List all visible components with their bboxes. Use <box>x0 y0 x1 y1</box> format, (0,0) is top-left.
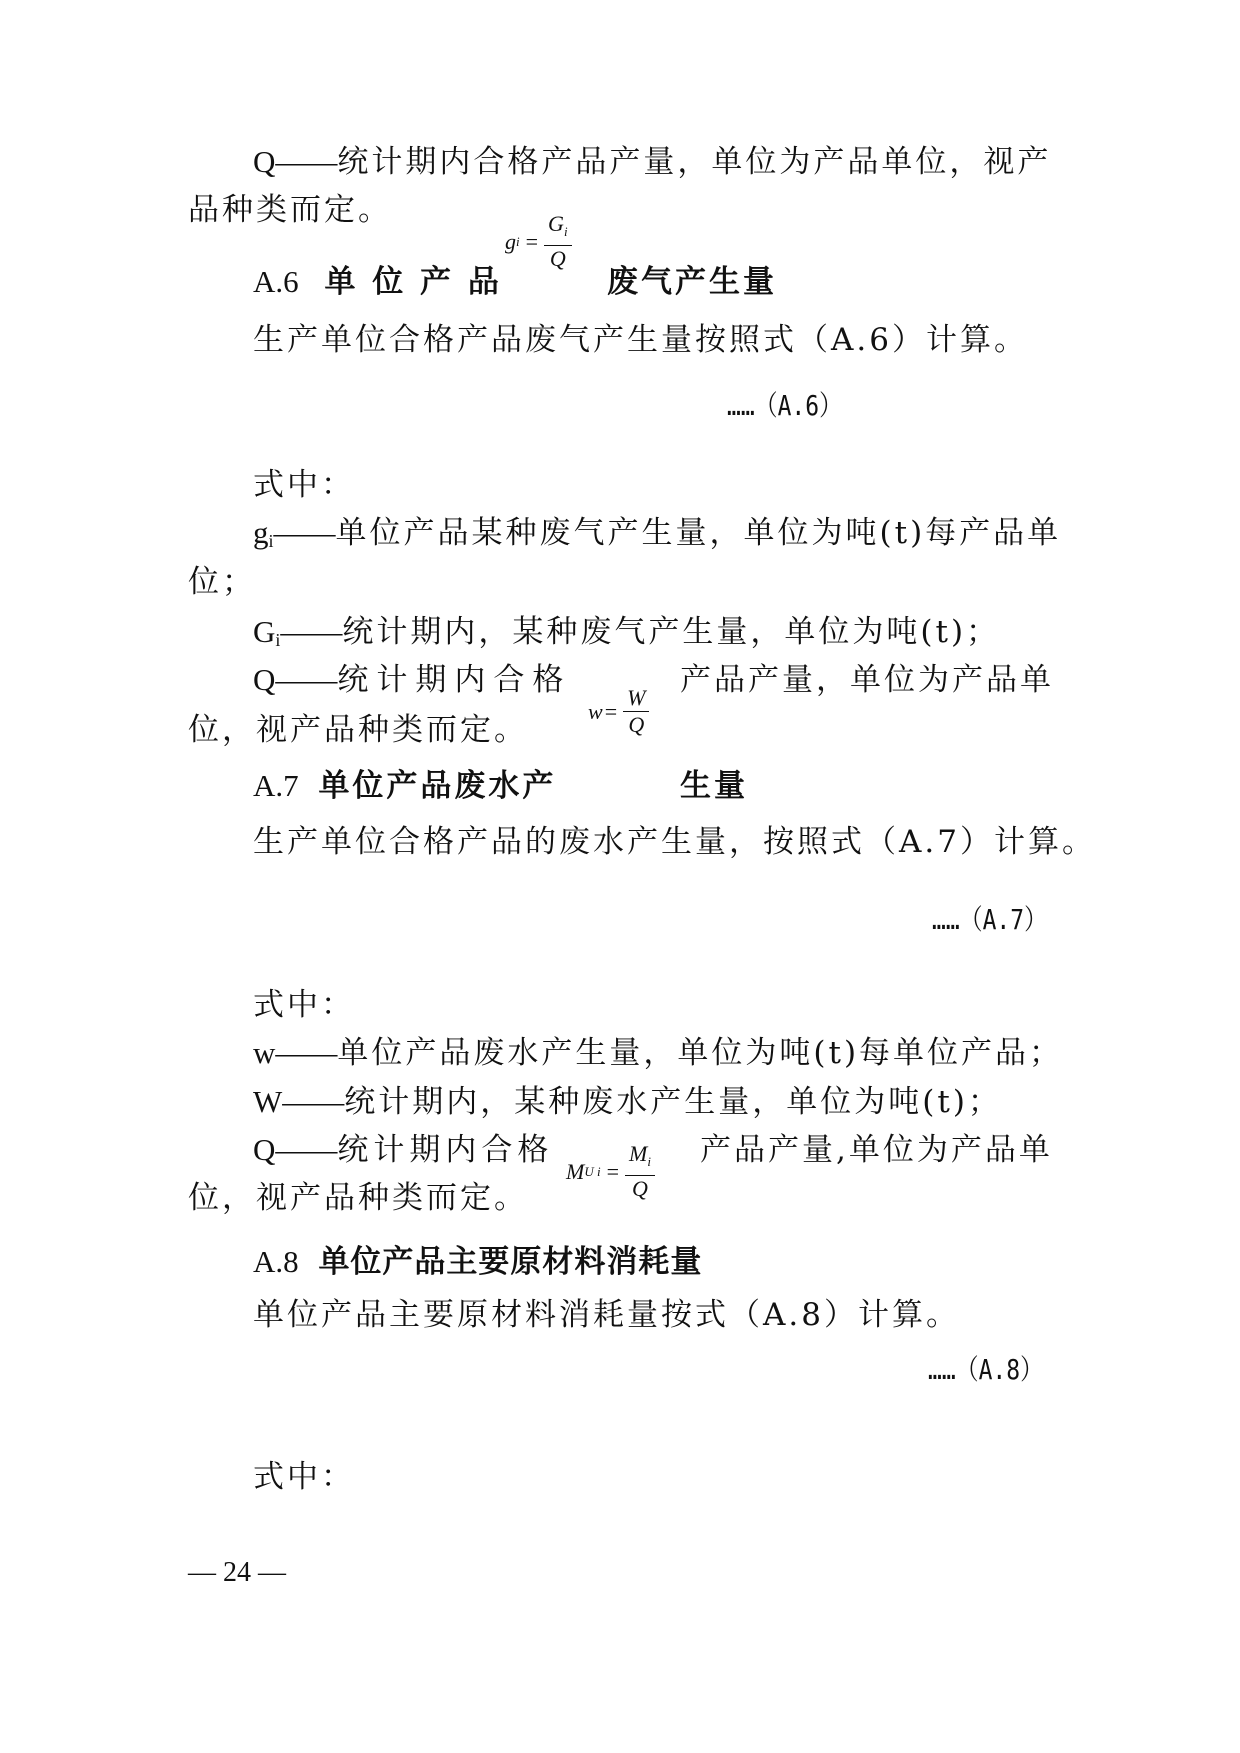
em-dash: —— <box>275 1132 338 1167</box>
definition-text: 统计期内，某种废水产生量，单位为吨(t)； <box>344 1084 1002 1120</box>
symbol-g: g <box>253 515 269 550</box>
formula-fraction <box>623 686 649 738</box>
section-title-part-1: 单 位 产 品 <box>324 264 502 300</box>
equation-label-a8: ……（A.8） <box>928 1353 1044 1386</box>
equation-label-a6: ……（A.6） <box>727 389 843 422</box>
formula-numerator-sub: i <box>563 224 568 239</box>
em-dash: —— <box>282 1084 345 1119</box>
formula-equals: = <box>606 1159 619 1184</box>
equation-label-a7: ……（A.7） <box>932 903 1048 936</box>
symbol-w: w <box>253 1035 276 1070</box>
formula-numerator-sub: i <box>647 1154 651 1169</box>
formula-lhs: M <box>566 1159 585 1184</box>
definition-W <box>253 1082 1002 1122</box>
section-heading-a7 <box>253 766 748 806</box>
formula-denominator: Q <box>549 246 566 271</box>
where-label-a8: 式中： <box>253 1459 355 1495</box>
definition-text-continued: 产品产量，单位为产品单 <box>680 662 1054 698</box>
definition-text: 统计期内合格 <box>337 1132 554 1168</box>
formula-denominator: Q <box>628 712 645 737</box>
section-heading-a8 <box>253 1242 702 1282</box>
formula-numerator: W <box>623 686 649 712</box>
symbol-q: Q <box>253 662 276 697</box>
where-label-a7: 式中： <box>253 987 355 1023</box>
em-dash: —— <box>275 662 338 697</box>
formula-a8 <box>566 1142 655 1202</box>
definition-text-continued: 产品产量,单位为产品单 <box>700 1132 1053 1168</box>
symbol-q: Q <box>253 144 276 179</box>
section-number: A.6 <box>253 264 299 299</box>
definition-q-a6-line-1 <box>253 660 1054 700</box>
formula-equals: = <box>525 229 539 254</box>
em-dash: —— <box>275 1035 338 1070</box>
section-intro-a7: 生产单位合格产品的废水产生量，按照式（A.7）计算。 <box>253 824 1096 860</box>
definition-gi-line-2: 位； <box>188 564 256 600</box>
definition-text: 统计期内，某种废气产生量，单位为吨(t)； <box>342 614 1001 650</box>
formula-lhs: g <box>505 229 516 254</box>
formula-denominator: Q <box>632 1176 648 1201</box>
where-label-a6: 式中： <box>253 467 355 503</box>
section-intro-a8: 单位产品主要原材料消耗量按式（A.8）计算。 <box>253 1297 960 1333</box>
section-intro-a6: 生产单位合格产品废气产生量按照式（A.6）计算。 <box>253 322 1028 358</box>
formula-a6 <box>505 212 572 272</box>
section-number: A.7 <box>253 768 299 803</box>
em-dash: —— <box>280 614 343 649</box>
symbol-sub: i <box>268 531 274 551</box>
definition-q-a7-line-1 <box>253 1130 1053 1170</box>
formula-numerator: G <box>548 211 564 236</box>
page-number: — 24 — <box>188 1557 286 1588</box>
definition-text: 单位产品废水产生量，单位为吨(t)每单位产品； <box>337 1035 1064 1071</box>
symbol-sub: i <box>275 630 281 650</box>
symbol-q: Q <box>253 1132 276 1167</box>
formula-fraction <box>544 212 572 272</box>
em-dash: —— <box>275 144 338 179</box>
formula-fraction <box>625 1142 655 1202</box>
definition-text: 统计期内合格 <box>337 662 572 698</box>
definition-text: 统计期内合格产品产量，单位为产品单位，视产 <box>337 144 1052 180</box>
formula-lhs-sub: i <box>516 234 520 249</box>
formula-lhs-sub: U i <box>584 1164 601 1179</box>
section-number: A.8 <box>253 1244 299 1279</box>
section-title-part-1: 单位产品废水产 <box>318 768 557 804</box>
definition-text: 品种类而定。 <box>188 192 392 228</box>
section-title: 单位产品主要原材料消耗量 <box>318 1244 703 1280</box>
definition-q-a7-line-2: 位，视产品种类而定。 <box>188 1180 528 1216</box>
symbol-G: G <box>253 614 276 649</box>
definition-q-a6-line-2: 位，视产品种类而定。 <box>188 712 528 748</box>
em-dash: —— <box>273 515 336 550</box>
definition-w <box>253 1033 1063 1073</box>
formula-a7 <box>588 686 649 738</box>
formula-equals: = <box>604 699 618 724</box>
definition-text: 单位产品某种废气产生量，单位为吨(t)每产品单 <box>335 515 1062 551</box>
definition-Gi <box>253 612 1000 660</box>
section-heading-a6 <box>253 262 777 302</box>
q-definition-line-1 <box>253 142 1051 182</box>
formula-numerator: M <box>629 1141 648 1166</box>
formula-lhs: w <box>588 699 603 724</box>
section-title-part-2: 生量 <box>680 768 748 804</box>
symbol-W: W <box>253 1084 283 1119</box>
section-title-part-2: 废气产生量 <box>607 264 777 300</box>
q-definition-line-2 <box>188 190 392 230</box>
definition-gi-line-1 <box>253 513 1061 561</box>
